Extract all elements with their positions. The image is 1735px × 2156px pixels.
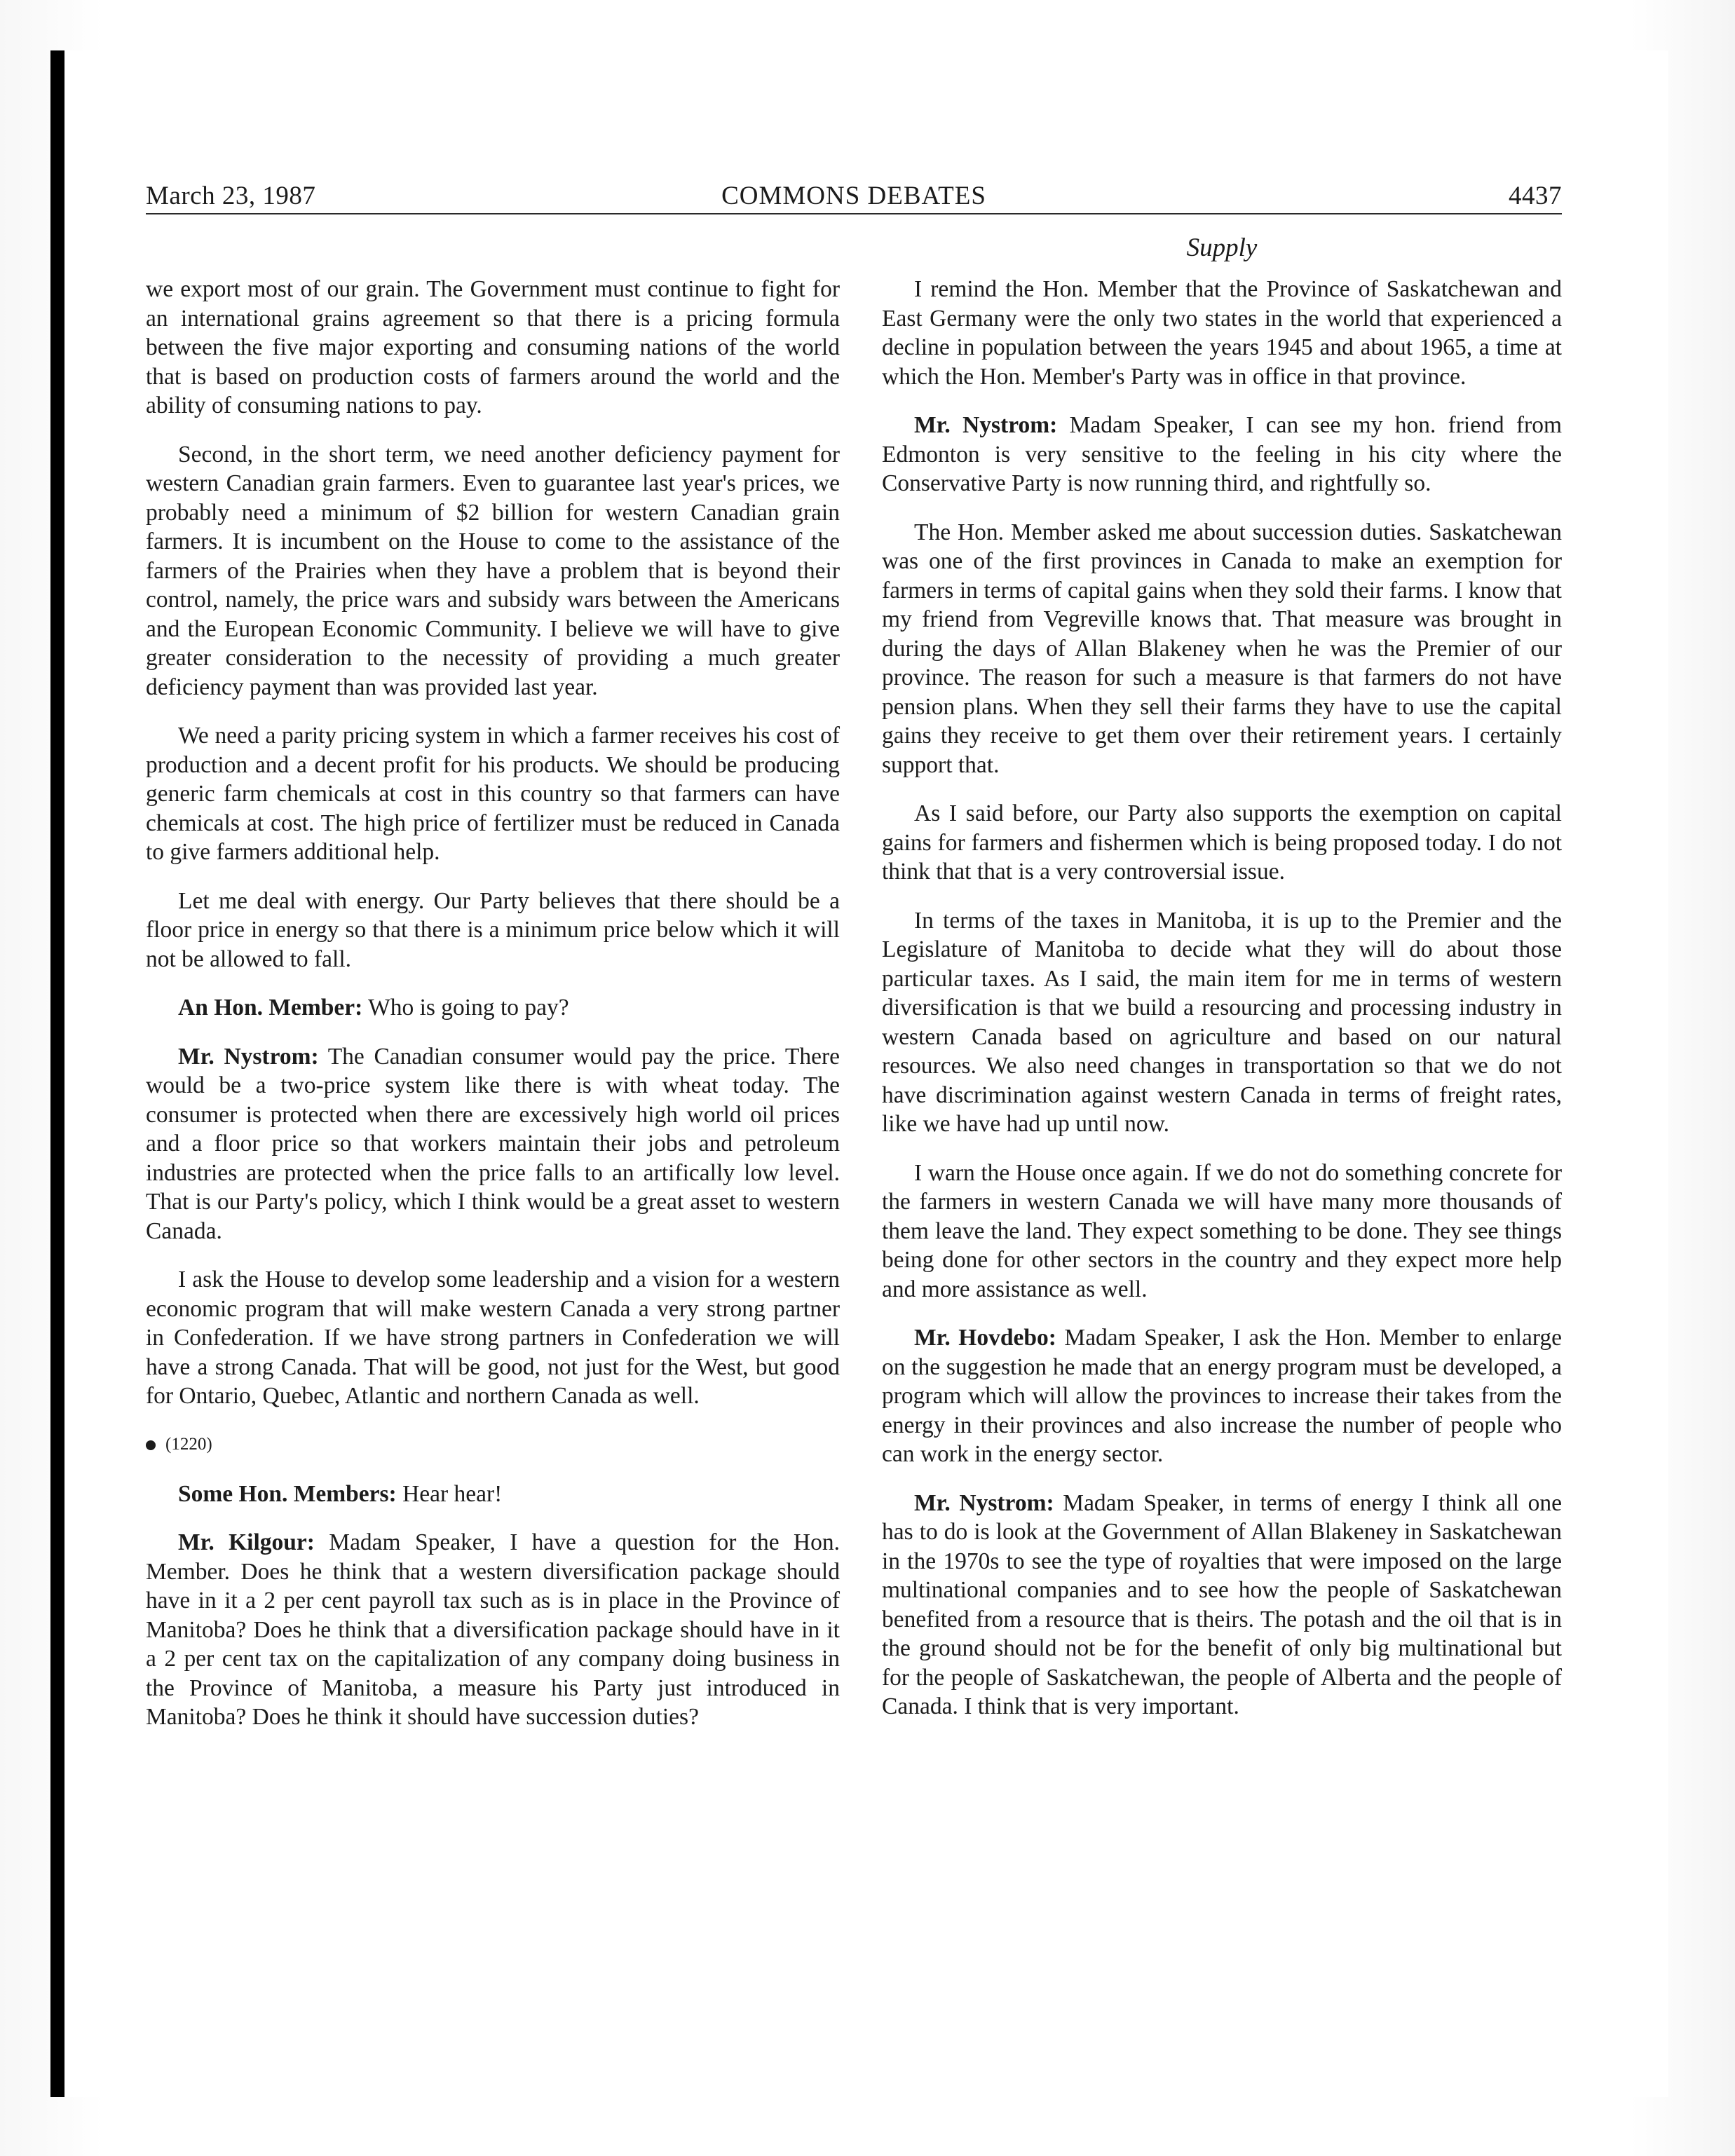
- speech-text: Madam Speaker, I ask the Hon. Member to enlarge on the suggestion he made that an energy program must be developed, a program which will allow the provinces to increase their takes from the energy in their provinces and also increase the number of people who can work in the energy sector.: [882, 1325, 1563, 1467]
- paragraph: we export most of our grain. The Government must continue to fight for an international grains agreement so that there is a pricing formula between the five major exporting and consuming nations of the world that is based on production costs of farmers around the world and the ability of consuming nations to pay.: [146, 276, 840, 418]
- speaker-name: An Hon. Member:: [178, 995, 363, 1021]
- scan-binding-bar: [50, 50, 64, 2097]
- paragraph: In terms of the taxes in Manitoba, it is up to the Premier and the Legislature of Manitoba to decide what they will do about those particular taxes. As I said, the main item for me in terms of western diversification is that we build a resourcing and processing industry in western Canada based on agriculture and based on our natural resources. We also need changes in transportation so that we do not have discrimination against western Canada in terms of freight rates, like we have had up until now.: [882, 907, 1562, 1137]
- paragraph: I remind the Hon. Member that the Province of Saskatchewan and East Germany were the only two states in the world that experienced a decline in population between the years 1945 and about 1965, a time at which the Hon. Member's Party was in office in that province.: [882, 276, 1562, 390]
- speaker-name: Mr. Nystrom:: [914, 412, 1058, 438]
- speech-text: Madam Speaker, I have a question for the Hon. Member. Does he think that a western diversification package should have in it a 2 per cent payroll tax such as is in place in the Province of Manitoba? Does he think that a diversification package should have in it a 2 per cent tax on the capitalization of any company doing business in the Province of Manitoba, a measure his Party just introduced in Manitoba? Does he think it should have succession duties?: [146, 1529, 840, 1730]
- header-date: March 23, 1987: [146, 182, 316, 210]
- speaker-name: Some Hon. Members:: [178, 1480, 397, 1507]
- time-marker-text: (1220): [165, 1434, 212, 1454]
- speech-paragraph: [146, 1042, 840, 1246]
- speech-paragraph: [882, 411, 1562, 498]
- speech-paragraph: [882, 1323, 1562, 1469]
- speech-text: Who is going to pay?: [368, 995, 569, 1021]
- left-column: [146, 275, 840, 1752]
- speech-paragraph: [146, 1528, 840, 1732]
- speech-text: Hear hear!: [402, 1480, 503, 1507]
- page-number: 4437: [1509, 182, 1562, 210]
- paragraph: The Hon. Member asked me about succession duties. Saskatchewan was one of the first provinces in Canada to make an exemption for farmers in terms of capital gains when they sold their farms. I know that my friend from Vegreville knows that. That measure was brought in during the days of Allan Blakeney when he was the Premier of our province. The reason for such a measure is that farmers do not have pension plans. When they sell their farms they have to use the capital gains they receive to get them over their retirement years. I certainly support that.: [882, 519, 1562, 778]
- speech-paragraph: [146, 993, 840, 1023]
- paragraph: As I said before, our Party also supports the exemption on capital gains for farmers and fishermen which is being proposed today. I do not think that that is a very controversial issue.: [882, 800, 1562, 885]
- paragraph: I ask the House to develop some leadership and a vision for a western economic program that will make western Canada a very strong partner in Confederation. If we have strong partners in Confederation we will have a strong Canada. That will be good, not just for the West, but good for Ontario, Quebec, Atlantic and northern Canada as well.: [146, 1267, 840, 1409]
- speech-paragraph: [882, 1489, 1562, 1721]
- paragraph: Second, in the short term, we need another deficiency payment for western Canadian grain farmers. Even to guarantee last year's prices, we probably need a minimum of $2 billion for western Canadian grain farmers. It is incumbent on the House to come to the assistance of the farmers of the Prairies when they have a problem that is beyond their control, namely, the price wars and subsidy wars between the Americans and the European Economic Community. I believe we will have to give greater consideration to the necessity of providing a much greater deficiency payment than was provided last year.: [146, 441, 840, 700]
- speech-paragraph: [146, 1480, 840, 1509]
- speech-text: The Canadian consumer would pay the price. There would be a two-price system like there is with wheat today. The consumer is protected when there are excessively high world oil prices and a floor price so that workers maintain their jobs and petroleum industries are protected when the price falls to an artifically low level. That is our Party's policy, which I think would be a great asset to western Canada.: [146, 1043, 841, 1244]
- paragraph: We need a parity pricing system in which a farmer receives his cost of production and a decent profit for his products. We should be producing generic farm chemicals at cost in this country so that farmers can have chemicals at cost. The high price of fertilizer must be reduced in Canada to give farmers additional help.: [146, 723, 840, 865]
- paragraph: Let me deal with energy. Our Party believes that there should be a floor price in energy so that there is a minimum price below which it will not be allowed to fall.: [146, 887, 840, 972]
- speaker-name: Mr. Hovdebo:: [914, 1325, 1056, 1351]
- bullet-icon: [146, 1440, 156, 1450]
- speech-text: Madam Speaker, in terms of energy I think all one has to do is look at the Government of Allan Blakeney in Saskatchewan in the 1970s to see the type of royalties that were imposed on the large multinational companies and to see how the people of Saskatchewan benefited from a resource that is theirs. The potash and the oil that is in the ground should not be for the benefit of only big multinational but for the people of Saskatchewan, the people of Alberta and the people of Canada. I think that is very important.: [882, 1489, 1563, 1719]
- speaker-name: Mr. Nystrom:: [178, 1043, 319, 1070]
- speech-text: Madam Speaker, I can see my hon. friend from Edmonton is very sensitive to the feeling in his city where the Conservative Party is now running third, and rightfully so.: [882, 412, 1563, 496]
- paragraph: I warn the House once again. If we do not do something concrete for the farmers in western Canada we will have many more thousands of them leave the land. They expect something to be done. They see things being done for other sectors in the country and they expect more help and more assistance as well.: [882, 1159, 1562, 1302]
- right-column: [882, 275, 1562, 1741]
- running-header: [146, 181, 1562, 213]
- speaker-name: Mr. Kilgour:: [178, 1529, 315, 1555]
- section-heading: Supply: [1186, 233, 1258, 262]
- speaker-name: Mr. Nystrom:: [914, 1489, 1054, 1516]
- header-rule: [146, 213, 1562, 214]
- time-marker: [146, 1431, 840, 1459]
- publication-title: COMMONS DEBATES: [721, 182, 986, 210]
